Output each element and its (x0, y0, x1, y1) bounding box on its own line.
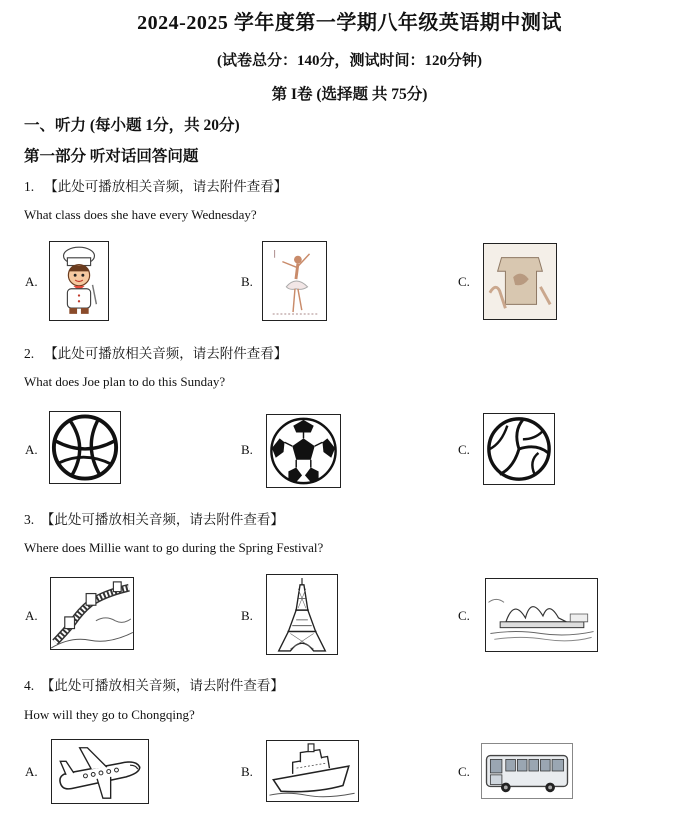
option-label: A. (25, 274, 38, 289)
exam-title: 2024-2025 学年度第一学期八年级英语期中测试 (137, 12, 562, 34)
question-number: 1. (24, 179, 35, 194)
ship-icon (266, 740, 359, 802)
eiffel-tower-icon (266, 574, 338, 655)
question-number: 2. (24, 346, 35, 361)
question-1-header (24, 175, 287, 195)
question-number: 4. (24, 678, 35, 693)
option-label: B. (241, 274, 253, 289)
question-number: 3. (24, 512, 35, 527)
audio-note: 【此处可播放相关音频，请去附件查看】 (44, 179, 288, 194)
question-3-header (24, 508, 284, 528)
ballet-dancer-icon (262, 241, 327, 321)
option-label: A. (25, 442, 38, 457)
option-label: C. (458, 608, 470, 623)
option-label: B. (241, 608, 253, 623)
question-1-text: What class does she have every Wednesday? (24, 207, 257, 222)
chef-icon (49, 241, 109, 321)
part-heading: 第一部分 听对话回答问题 (24, 148, 199, 165)
airplane-icon (51, 739, 149, 804)
question-2-header (24, 342, 287, 362)
audio-note: 【此处可播放相关音频，请去附件查看】 (40, 512, 284, 527)
audio-note: 【此处可播放相关音频，请去附件查看】 (44, 346, 288, 361)
volleyball-icon (483, 413, 555, 485)
volume-heading: 第 I卷 (选择题 共 75分) (271, 86, 428, 103)
option-label: A. (25, 608, 38, 623)
question-4-header (24, 674, 284, 694)
option-label: C. (458, 764, 470, 779)
question-4-text: How will they go to Chongqing? (24, 707, 195, 722)
option-label: C. (458, 274, 470, 289)
soccer-ball-icon (266, 414, 341, 488)
audio-note: 【此处可播放相关音频，请去附件查看】 (40, 678, 284, 693)
exam-subtitle: (试卷总分：140分，测试时间：120分钟) (217, 53, 482, 69)
option-label: B. (241, 442, 253, 457)
question-3-text: Where does Millie want to go during the Spring Festival? (24, 540, 324, 555)
painting-icon (483, 243, 557, 320)
section-heading: 一、听力 (每小题 1分，共 20分) (24, 117, 240, 134)
question-2-text: What does Joe plan to do this Sunday? (24, 374, 226, 389)
option-label: B. (241, 764, 253, 779)
basketball-icon (49, 411, 121, 484)
option-label: C. (458, 442, 470, 457)
option-label: A. (25, 764, 38, 779)
great-wall-icon (50, 577, 134, 650)
bus-icon (481, 743, 573, 799)
sydney-opera-house-icon (485, 578, 598, 652)
